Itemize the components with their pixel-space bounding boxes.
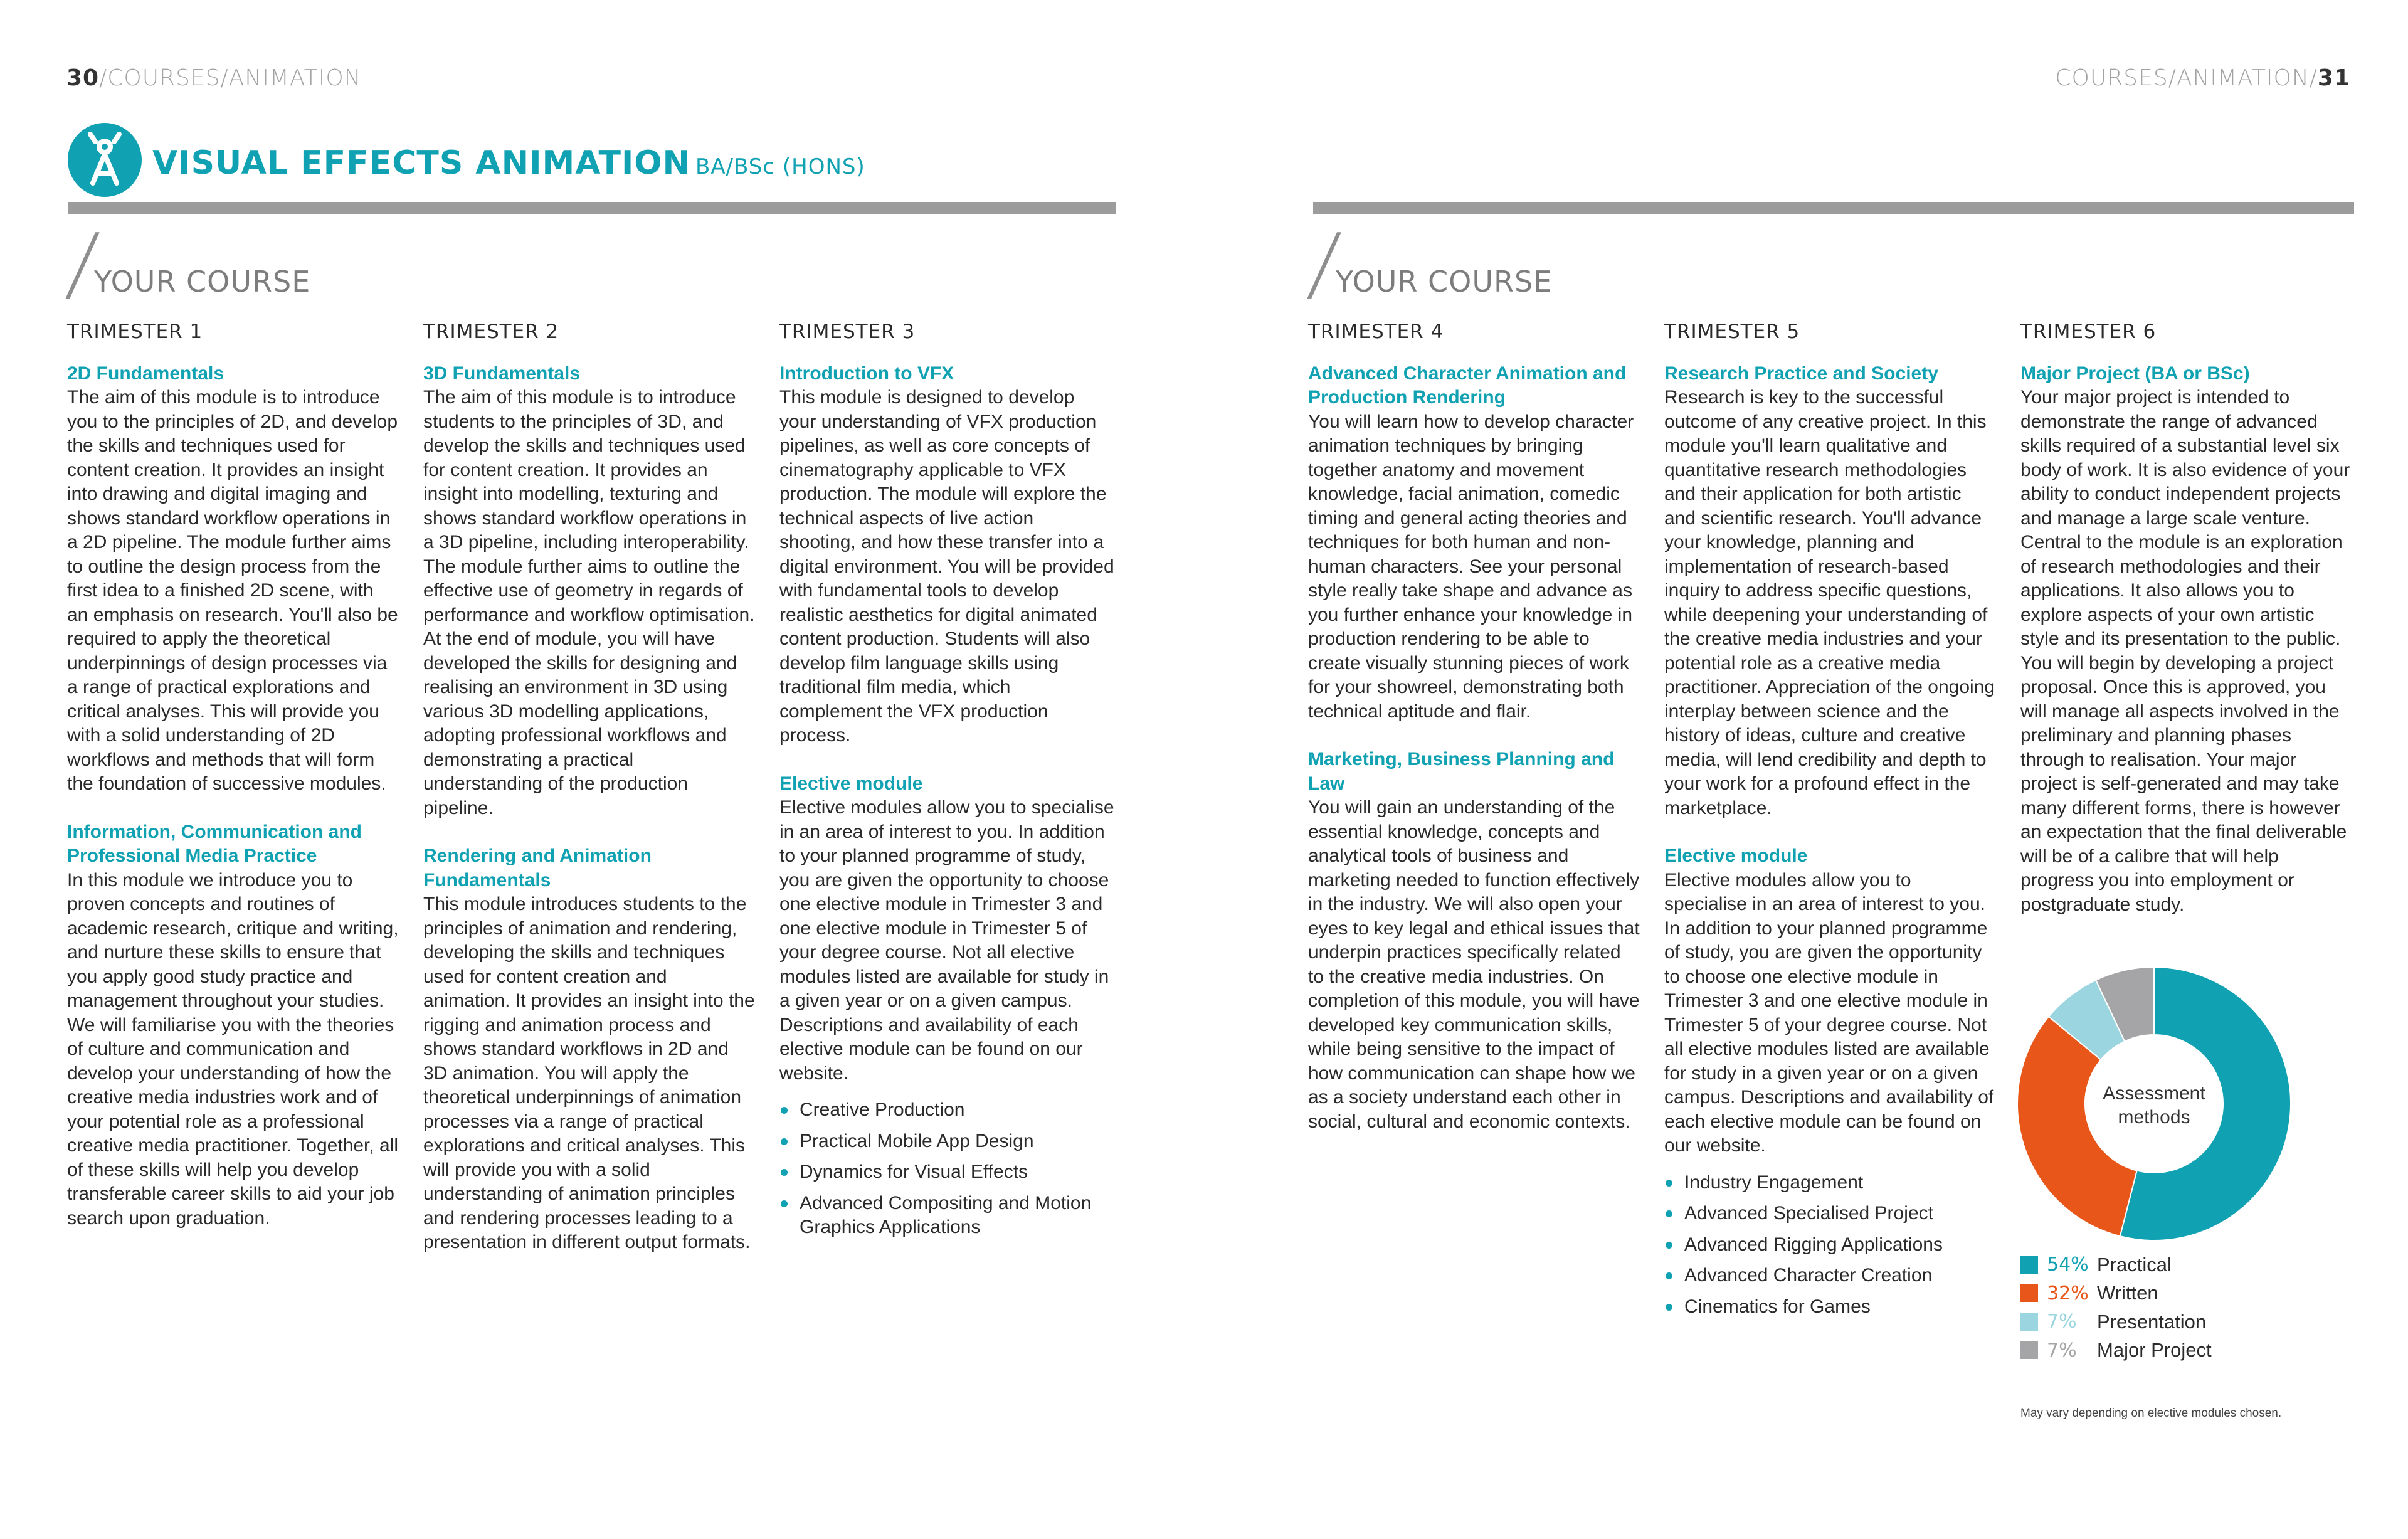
legend-swatch [2020, 1313, 2038, 1331]
legend-label: Presentation [2097, 1310, 2207, 1333]
module-title: Elective module [1664, 845, 1808, 866]
legend-label: Written [2097, 1282, 2158, 1304]
module-description: You will gain an understanding of the essential knowledge, concepts and analytical tools of business and marketing needed to function effectively in the industry. We will also open your eyes to key legal and ethical issues that underpin practices specifically related to the creative media industries. On completion of this module, you will have developed key communication skills, while being sensitive to the impact of how communication can shape how we as a society understand each other in social, cultural and economic contexts. [1308, 797, 1640, 1132]
running-header: /COURSES/ANIMATION [99, 65, 362, 91]
elective-item: Industry Engagement [1664, 1171, 1997, 1195]
trimester-heading: TRIMESTER 3 [779, 320, 916, 343]
module-description: In this module we introduce you to proven concepts and routines of academic research, critique and writing, and nurture these skills to ensure that you apply good study practice and management throughout your studies. We will familiarise you with the theories of culture and communication and develop your understanding of how the creative media industries work and of your potential role as a professional creative media practitioner. Together, all of these skills will help you develop transferable career skills to aid your job search upon graduation. [67, 869, 399, 1229]
module-description: This module introduces students to the principles of animation and rendering, developing the skills and techniques used for content creation and animation. It provides an insight into the rigging and animation process and shows standard workflows in 2D and 3D animation. You will apply the theoretical underpinnings of animation processes via a range of practical explorations and critical analyses. This will provide you with a solid understanding of animation principles and rendering processes leading to a presentation in different output formats. [423, 894, 755, 1252]
elective-item: Advanced Character Creation [1664, 1264, 1997, 1288]
chart-footnote: May vary depending on elective modules chosen. [2020, 1407, 2282, 1420]
module-title: 2D Fundamentals [67, 362, 224, 384]
section-slash-right: / [1304, 216, 1345, 311]
assessment-donut-chart [2013, 963, 2295, 1245]
trimester-heading: TRIMESTER 4 [1308, 320, 1444, 343]
animation-logo-icon [68, 123, 142, 197]
header-rule-right [1313, 202, 2354, 214]
running-header: COURSES/ANIMATION/ [2055, 65, 2318, 91]
module-description: Elective modules allow you to specialise in an area of interest to you. In addition to your planned programme of study, you are given the opportunity to choose one elective module in Trimester 3 and one elective module in Trimester 5 of your degree course. Not all elective modules listed are available for study in a given year or on a given campus. Descriptions and availability of each elective module can be found on our website. [1664, 869, 1994, 1156]
page-number: 31 [2317, 65, 2350, 91]
legend-item-written [2020, 1279, 2212, 1308]
legend-label: Practical [2097, 1253, 2172, 1276]
module-title: Information, Communication and Professional Media Practice [67, 821, 362, 866]
legend-item-major-project [2020, 1336, 2212, 1365]
trimester-heading: TRIMESTER 2 [423, 320, 559, 343]
module [67, 820, 399, 1231]
elective-item: Cinematics for Games [1664, 1295, 1997, 1320]
elective-item: Dynamics for Visual Effects [779, 1160, 1115, 1185]
chart-legend [2020, 1251, 2212, 1365]
elective-item: Advanced Specialised Project [1664, 1202, 1997, 1226]
module [423, 844, 756, 1255]
module-description: The aim of this module is to introduce you to the principles of 2D, and develop the skills and techniques used for content creation. It provides an insight into drawing and digital imaging and shows standard workflow operations in a 2D pipeline. The module further aims to outline the design process from the first idea to a finished 2D scene, with an emphasis on research. You'll also be required to apply the theoretical underpinnings of design processes via a range of practical explorations and critical analyses. This will provide you with a solid understanding of 2D workflows and methods that will form the foundation of successive modules. [67, 387, 398, 794]
legend-swatch [2020, 1284, 2038, 1302]
module [67, 362, 399, 796]
legend-label: Major Project [2097, 1339, 2212, 1362]
legend-percent: 7% [2047, 1339, 2077, 1362]
section-heading-right: YOUR COURSE [1336, 265, 1553, 299]
page-number-right [2055, 65, 2350, 91]
module-title: 3D Fundamentals [423, 362, 581, 384]
trimester-5-column [1664, 320, 1997, 1326]
module-title: Introduction to VFX [779, 362, 954, 384]
module-title: Rendering and Animation Fundamentals [423, 845, 652, 891]
course-award: BA/BSc (HONS) [695, 154, 865, 179]
trimester-4-column [1308, 320, 1640, 1158]
chart-center-label-line2: methods [2118, 1107, 2190, 1128]
legend-item-practical [2020, 1251, 2212, 1279]
module-description: Research is key to the successful outcome of any creative project. In this module you'll learn qualitative and quantitative research methodologies and their application for both artistic and scientific research. You'll advance your knowledge, planning and implementation of research-based inquiry to address specific questions, while deepening your understanding of the creative media industries and your potential role as a creative media practitioner. Appreciation of the ongoing interplay between science and the history of ideas, culture and creative media, will lend credibility and depth to your work for a profound effect in the marketplace. [1664, 387, 1995, 818]
legend-percent: 32% [2047, 1282, 2089, 1304]
trimester-heading: TRIMESTER 6 [2020, 320, 2157, 343]
header-rule-left [68, 202, 1116, 214]
module-description: This module is designed to develop your understanding of VFX production pipelines, as well as core concepts of cinematography applicable to VFX production. The module will explore the technical aspects of live action shooting, and how these transfer into a digital environment. You will be provided with fundamental tools to develop realistic aesthetics for digital animated content production. Students will also develop film language skills using traditional film media, which complement the VFX production process. [779, 387, 1114, 746]
legend-swatch [2020, 1256, 2038, 1274]
elective-list [1664, 1171, 1997, 1320]
module-description: The aim of this module is to introduce students to the principles of 3D, and develop the skills and techniques used for content creation. It provides an insight into modelling, texturing and shows standard workflow operations in a 3D pipeline, including interoperability. The module further aims to outline the effective use of geometry in regards of performance and workflow optimisation. At the end of module, you will have developed the skills for designing and realising an environment in 3D using various 3D modelling applications, adopting professional workflows and demonstrating a practical understanding of the production pipeline. [423, 387, 755, 818]
trimester-heading: TRIMESTER 1 [67, 320, 203, 343]
trimester-heading: TRIMESTER 5 [1664, 320, 1800, 343]
elective-item: Advanced Compositing and Motion Graphics Applications [779, 1192, 1115, 1240]
module [423, 362, 756, 821]
module [2020, 362, 2353, 918]
module-description: Your major project is intended to demonstrate the range of advanced skills required of a substantial level six body of work. It is also evidence of your ability to conduct independent projects and manage a large scale venture. Central to the module is an exploration of research methodologies and their applications. It also allows you to explore aspects of your own artistic style and its presentation to the public. You will begin by developing a project proposal. Once this is approved, you will manage all aspects involved in the preliminary and planning phases through to realisation. Your major project is self-generated and may take many different forms, there is however an expectation that the final deliverable will be of a calibre that will help progress you into employment or postgraduate study. [2020, 387, 2350, 915]
page-number-left [66, 65, 362, 91]
trimester-6-column [2020, 320, 2353, 941]
module-title: Research Practice and Society [1664, 362, 1938, 384]
page-number: 30 [66, 65, 100, 91]
course-title [152, 144, 865, 182]
section-slash-left: / [62, 216, 103, 311]
course-title-text: VISUAL EFFECTS ANIMATION [152, 144, 691, 182]
trimester-1-column [67, 320, 399, 1254]
legend-swatch [2020, 1341, 2038, 1359]
trimester-3-column [779, 320, 1115, 1247]
module-title: Advanced Character Animation and Production Rendering [1308, 362, 1627, 408]
module [1308, 362, 1640, 724]
module [1308, 748, 1640, 1134]
module [779, 772, 1115, 1086]
chart-center-label-line1: Assessment [2103, 1083, 2205, 1104]
module-title: Elective module [779, 773, 923, 794]
elective-item: Advanced Rigging Applications [1664, 1233, 1997, 1257]
module-description: You will learn how to develop character animation techniques by bringing together anatomy and movement knowledge, facial animation, comedic timing and general acting theories and techniques for both human and non-human characters. See your personal style really take shape and advance as you further enhance your knowledge in production rendering to be able to create visually stunning pieces of work for your showreel, demonstrating both technical aptitude and flair. [1308, 411, 1634, 722]
module [1664, 844, 1997, 1158]
elective-item: Creative Production [779, 1098, 1115, 1123]
trimester-2-column [423, 320, 756, 1279]
elective-list [779, 1098, 1115, 1240]
module [779, 362, 1115, 748]
section-heading-left: YOUR COURSE [94, 265, 311, 299]
module-title: Major Project (BA or BSc) [2020, 362, 2250, 384]
module [1664, 362, 1997, 821]
legend-percent: 7% [2047, 1311, 2077, 1333]
legend-percent: 54% [2047, 1254, 2089, 1276]
module-title: Marketing, Business Planning and Law [1308, 749, 1615, 794]
elective-item: Practical Mobile App Design [779, 1129, 1115, 1154]
legend-item-presentation [2020, 1308, 2212, 1336]
module-description: Elective modules allow you to specialise in an area of interest to you. In addition to your planned programme of study, you are given the opportunity to choose one elective module in Trimester 3 and one elective module in Trimester 5 of your degree course. Not all elective modules listed are available for study in a given year or on a given campus. Descriptions and availability of each elective module can be found on our website. [779, 797, 1114, 1084]
